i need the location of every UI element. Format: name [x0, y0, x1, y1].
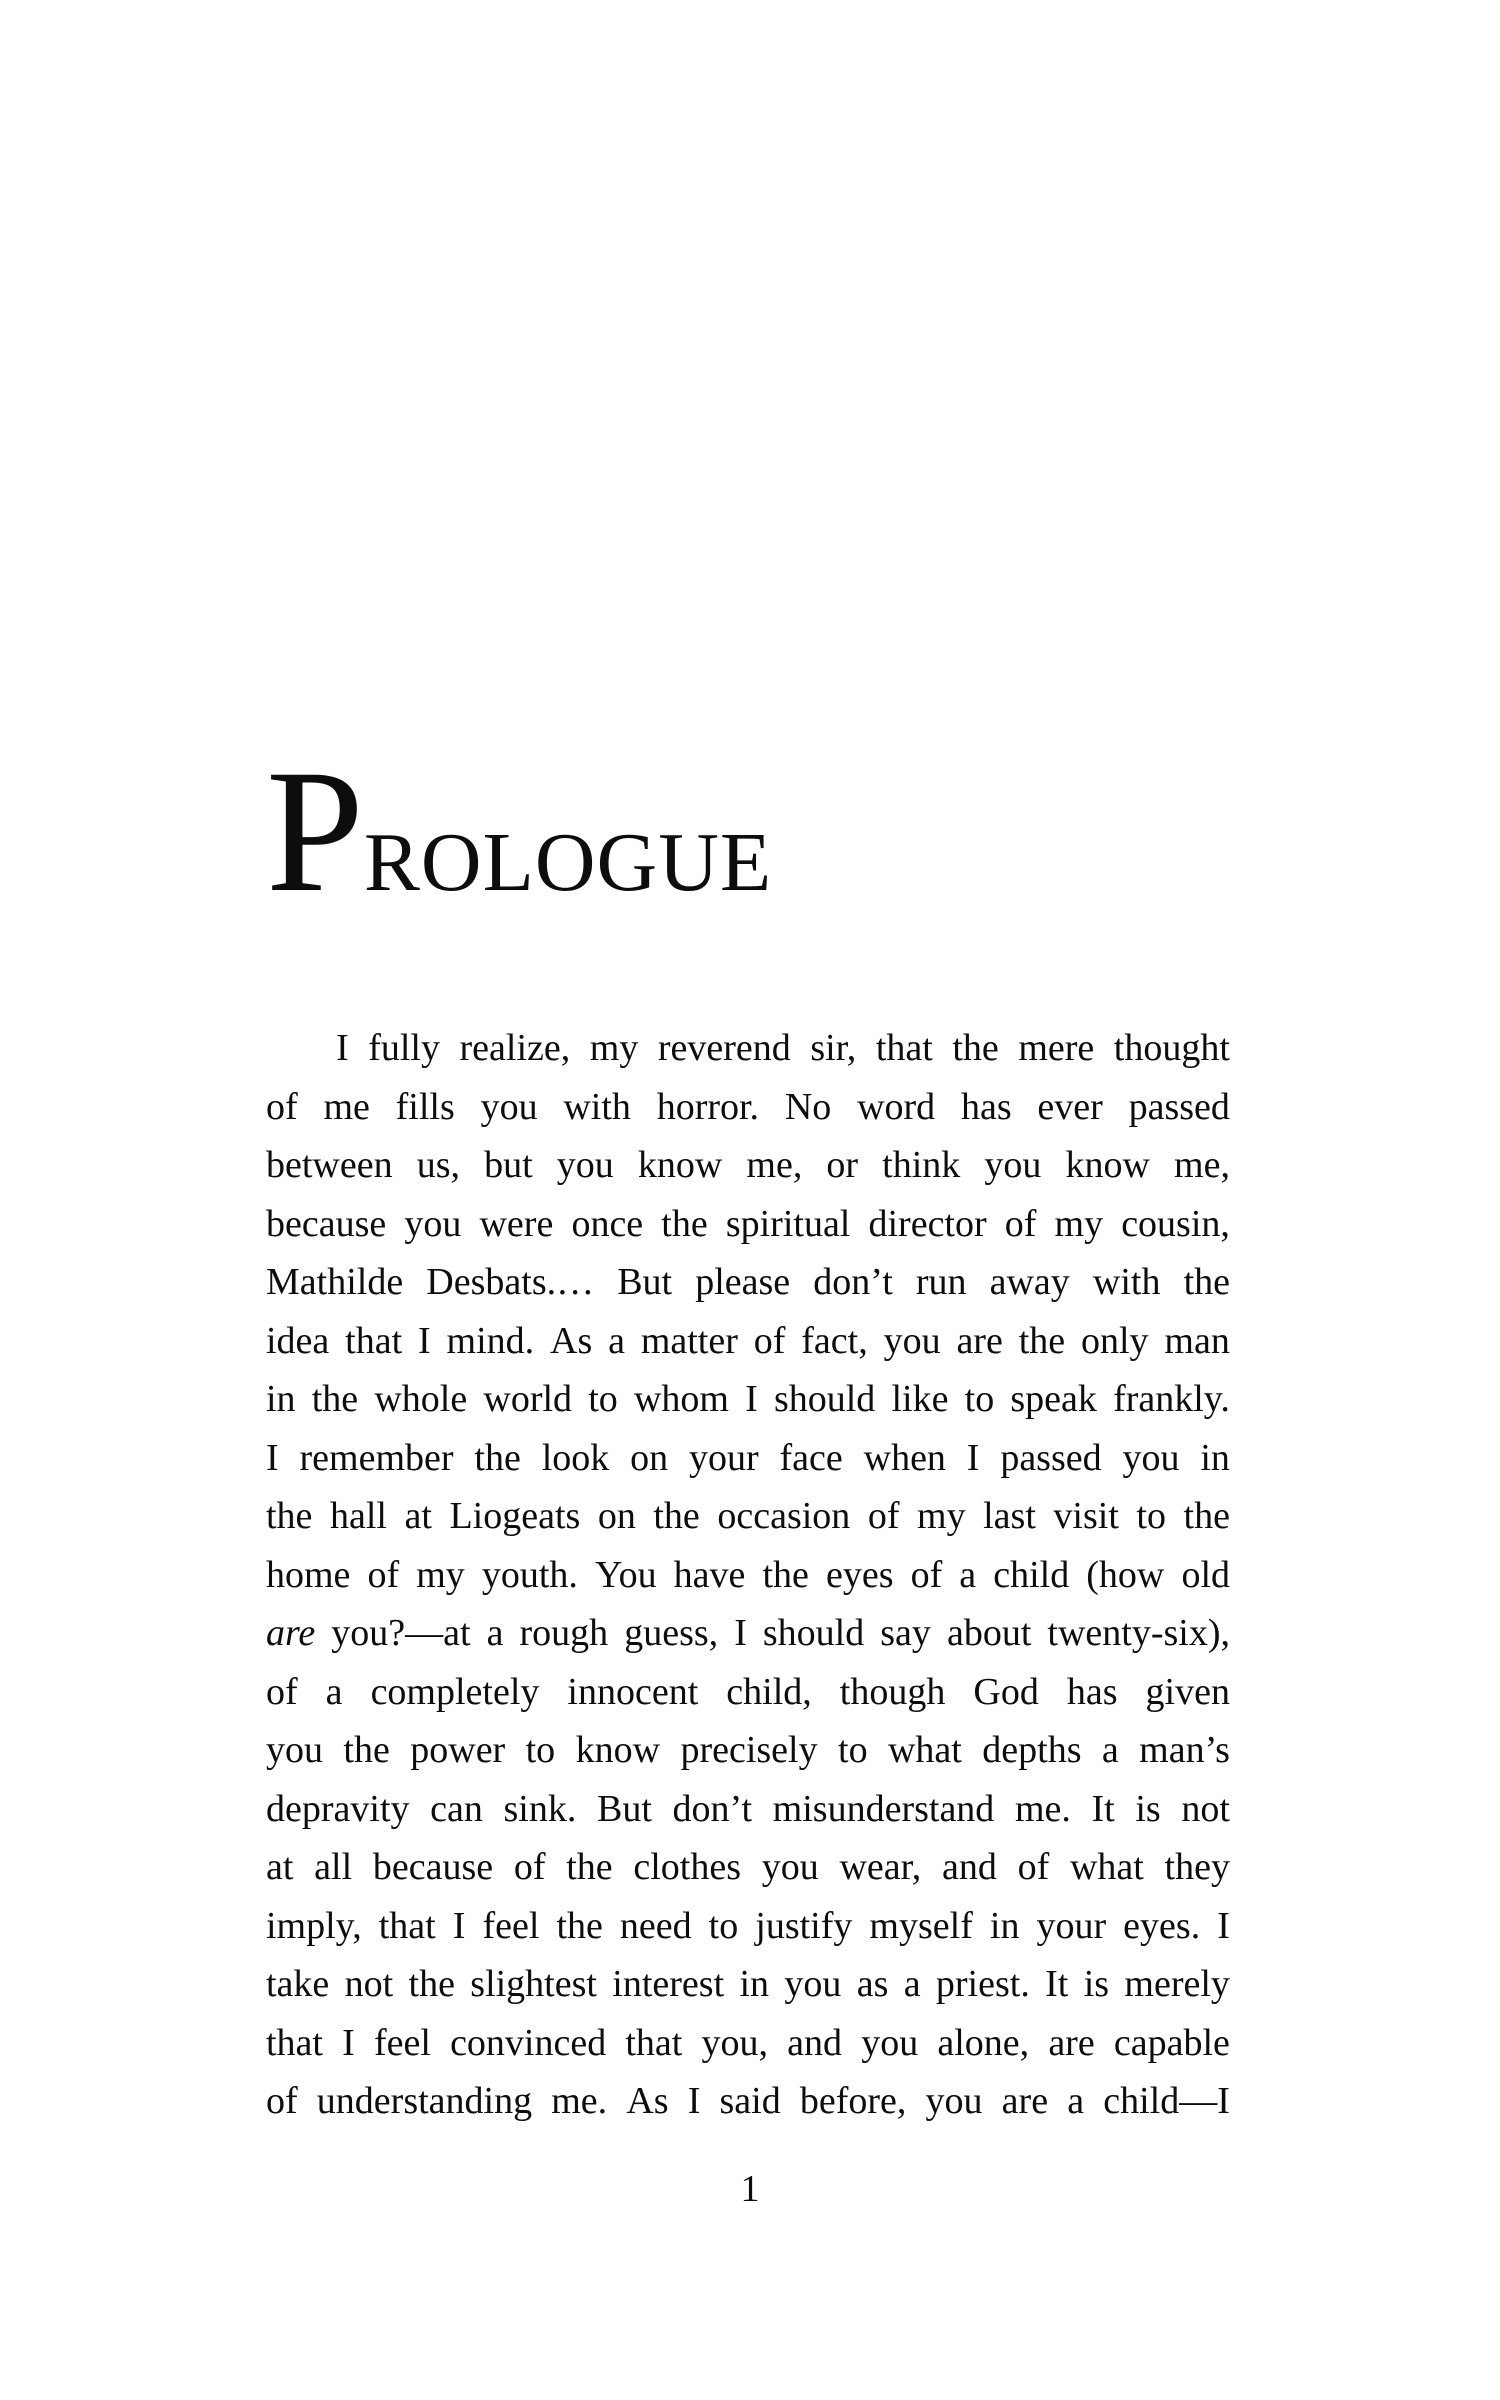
word: cousin,	[1121, 1202, 1230, 1245]
word: my	[917, 1495, 966, 1538]
word: remember	[299, 1436, 454, 1479]
word: are	[1001, 2080, 1049, 2123]
word: know	[1065, 1144, 1150, 1187]
word: say	[880, 1612, 931, 1655]
word: feel	[373, 2021, 431, 2064]
word: whom	[633, 1378, 729, 1421]
word: that	[625, 2021, 683, 2064]
word: (how	[1086, 1553, 1165, 1596]
text-line	[266, 2014, 1230, 2073]
text-line	[266, 1370, 1230, 1429]
word: a	[1067, 2080, 1085, 2123]
word: eyes.	[1123, 1904, 1201, 1947]
word: man’s	[1139, 1729, 1230, 1772]
word: misunderstand	[772, 1787, 995, 1830]
word: home	[266, 1553, 351, 1596]
word: of	[513, 1846, 546, 1889]
word: face	[779, 1436, 843, 1479]
word: child	[993, 1553, 1070, 1596]
word: my	[589, 1027, 639, 1070]
word: you,	[701, 2021, 769, 2064]
word: your	[688, 1436, 759, 1479]
word: only	[1080, 1319, 1149, 1362]
word: away	[989, 1261, 1070, 1304]
word: you?—at	[331, 1612, 471, 1655]
word: because	[266, 1202, 387, 1245]
word: of	[266, 1085, 298, 1128]
word: youth.	[481, 1553, 578, 1596]
word: to	[964, 1378, 995, 1421]
text-line	[266, 1663, 1230, 1722]
word: have	[673, 1553, 746, 1596]
word: like	[891, 1378, 949, 1421]
word: in	[989, 1904, 1020, 1947]
word: are	[266, 1612, 316, 1655]
word: I	[418, 1319, 431, 1362]
word: at	[266, 1846, 294, 1889]
word: are	[956, 1319, 1003, 1362]
word: know	[637, 1144, 723, 1187]
word: No	[784, 1085, 832, 1128]
word: me.	[1014, 1787, 1071, 1830]
word: word	[857, 1085, 936, 1128]
word: but	[484, 1144, 533, 1187]
word: a	[1101, 1729, 1119, 1772]
word: though	[839, 1670, 946, 1713]
word: not	[344, 1963, 394, 2006]
word: don’t	[672, 1787, 753, 1830]
word: the	[311, 1378, 359, 1421]
word: the	[1183, 1261, 1230, 1304]
word: you	[480, 1085, 538, 1128]
word: As	[626, 2080, 669, 2123]
word: and	[941, 1846, 997, 1889]
word: director	[868, 1202, 987, 1245]
word: and	[787, 2021, 843, 2064]
word: that	[266, 2021, 323, 2064]
word: frankly.	[1113, 1378, 1230, 1421]
text-line	[266, 1312, 1230, 1371]
word: a	[486, 1612, 504, 1655]
word: us,	[416, 1144, 460, 1187]
text-line	[266, 1487, 1230, 1546]
text-line	[266, 1780, 1230, 1839]
word: But	[596, 1787, 652, 1830]
word: a	[325, 1670, 343, 1713]
word: you	[925, 2080, 983, 2123]
word: It	[1091, 1787, 1115, 1830]
word: in	[1200, 1436, 1230, 1479]
chapter-heading-initial: P	[266, 734, 364, 929]
word: what	[887, 1729, 962, 1772]
text-line	[266, 1897, 1230, 1956]
word: clothes	[633, 1846, 742, 1889]
word: they	[1164, 1846, 1230, 1889]
word: once	[571, 1202, 644, 1245]
word: you	[784, 1963, 842, 2006]
word: You	[594, 1553, 657, 1596]
word: know	[575, 1729, 661, 1772]
word: at	[404, 1495, 432, 1538]
word: think	[882, 1144, 961, 1187]
word: visit	[1053, 1495, 1119, 1538]
word: on	[630, 1436, 669, 1479]
word: is	[1135, 1787, 1161, 1830]
word: you	[761, 1846, 819, 1889]
word: should	[773, 1378, 876, 1421]
word: merely	[1124, 1963, 1230, 2006]
word: between	[266, 1144, 393, 1187]
word: to	[525, 1729, 556, 1772]
word: reverend	[657, 1027, 791, 1070]
word: can	[430, 1787, 483, 1830]
word: alone,	[937, 2021, 1030, 2064]
word: that	[345, 1319, 403, 1362]
word: or	[826, 1144, 859, 1187]
word: the	[762, 1553, 809, 1596]
word: look	[541, 1436, 610, 1479]
word: Liogeats	[449, 1495, 581, 1538]
word: should	[762, 1612, 865, 1655]
word: completely	[370, 1670, 540, 1713]
word: your	[1036, 1904, 1107, 1947]
word: understanding	[316, 2080, 533, 2123]
word: you	[556, 1144, 614, 1187]
word: has	[960, 1085, 1012, 1128]
word: God	[973, 1670, 1039, 1713]
word: I	[966, 1436, 980, 1479]
word: of	[266, 2080, 298, 2123]
word: with	[563, 1085, 631, 1128]
text-line	[266, 1955, 1230, 2014]
word: whole	[374, 1378, 468, 1421]
word: the	[1018, 1319, 1066, 1362]
word: last	[983, 1495, 1036, 1538]
word: the	[408, 1963, 455, 2006]
text-line	[266, 1253, 1230, 1312]
text-line	[266, 1546, 1230, 1605]
word: a	[959, 1553, 977, 1596]
word: of	[753, 1319, 786, 1362]
word: child,	[726, 1670, 812, 1713]
word: child—I	[1103, 2080, 1230, 2123]
word: occasion	[717, 1495, 851, 1538]
word: eyes	[825, 1553, 894, 1596]
word: realize,	[459, 1027, 571, 1070]
word: I	[342, 2021, 355, 2064]
word: with	[1092, 1261, 1161, 1304]
word: horror.	[656, 1085, 760, 1128]
word: the	[661, 1202, 708, 1245]
text-line	[266, 1078, 1230, 1137]
word: of	[910, 1553, 943, 1596]
word: in	[739, 1963, 770, 2006]
word: because	[372, 1846, 494, 1889]
text-line	[266, 1019, 1230, 1078]
word: the	[266, 1495, 313, 1538]
word: fully	[368, 1027, 440, 1070]
word: all	[314, 1846, 353, 1889]
word: innocent	[567, 1670, 699, 1713]
word: me,	[1174, 1144, 1230, 1187]
word: Desbats.…	[426, 1261, 595, 1304]
word: has	[1066, 1670, 1118, 1713]
chapter-heading	[266, 734, 773, 929]
word: fact,	[801, 1319, 868, 1362]
word: about	[946, 1612, 1032, 1655]
word: run	[915, 1261, 967, 1304]
word: the	[653, 1495, 700, 1538]
word: me,	[746, 1144, 803, 1187]
word: of	[266, 1670, 298, 1713]
prologue-paragraph	[266, 1019, 1230, 2131]
word: matter	[640, 1319, 738, 1362]
word: the	[343, 1729, 390, 1772]
word: I	[336, 1027, 349, 1070]
page-number: 1	[740, 2168, 760, 2210]
word: imply,	[266, 1904, 362, 1947]
word: need	[619, 1904, 692, 1947]
word: my	[1054, 1202, 1104, 1245]
word: of	[367, 1553, 400, 1596]
word: slightest	[470, 1963, 597, 2006]
word: feel	[482, 1904, 540, 1947]
word: world	[483, 1378, 573, 1421]
word: the	[566, 1846, 613, 1889]
word: to	[588, 1378, 618, 1421]
word: before,	[799, 2080, 907, 2123]
word: given	[1145, 1670, 1230, 1713]
word: precisely	[680, 1729, 818, 1772]
word: a	[903, 1963, 921, 2006]
text-line	[266, 1429, 1230, 1488]
word: sink.	[503, 1787, 577, 1830]
word: to	[838, 1729, 868, 1772]
word: myself	[869, 1904, 973, 1947]
word: depths	[982, 1729, 1082, 1772]
word: wear,	[839, 1846, 922, 1889]
word: I	[266, 1436, 279, 1479]
word: the	[952, 1027, 999, 1070]
word: a	[608, 1319, 625, 1362]
word: twenty-six),	[1047, 1612, 1230, 1655]
word: me	[323, 1085, 370, 1128]
word: on	[597, 1495, 636, 1538]
word: of	[867, 1495, 900, 1538]
word: you	[883, 1319, 941, 1362]
text-line	[266, 1604, 1230, 1663]
word: the	[556, 1904, 603, 1947]
word: old	[1181, 1553, 1230, 1596]
word: I	[734, 1612, 747, 1655]
word: are	[1048, 2021, 1095, 2064]
word: guess,	[624, 1612, 719, 1655]
word: Mathilde	[266, 1261, 404, 1304]
word: thought	[1113, 1027, 1230, 1070]
word: to	[708, 1904, 739, 1947]
word: you	[861, 2021, 919, 2064]
word: the	[474, 1436, 521, 1479]
word: passed	[1000, 1436, 1102, 1479]
word: take	[266, 1963, 330, 2006]
word: justify	[755, 1904, 853, 1947]
word: said	[719, 2080, 781, 2123]
text-line	[266, 1136, 1230, 1195]
word: of	[1017, 1846, 1050, 1889]
word: ever	[1037, 1085, 1103, 1128]
word: you	[984, 1144, 1042, 1187]
word: I	[452, 1904, 466, 1947]
word: in	[266, 1378, 296, 1421]
word: of	[1004, 1202, 1037, 1245]
word: fills	[395, 1085, 455, 1128]
word: priest.	[935, 1963, 1030, 2006]
word: speak	[1010, 1378, 1097, 1421]
word: as	[856, 1963, 889, 2006]
word: not	[1181, 1787, 1230, 1830]
word: man	[1164, 1319, 1230, 1362]
word: interest	[612, 1963, 725, 2006]
word: sir,	[810, 1027, 857, 1070]
text-line	[266, 1721, 1230, 1780]
word: that	[875, 1027, 933, 1070]
word: spiritual	[725, 1202, 851, 1245]
word: mind.	[446, 1319, 535, 1362]
word: power	[410, 1729, 506, 1772]
word: capable	[1113, 2021, 1230, 2064]
word: It	[1045, 1963, 1069, 2006]
word: convinced	[450, 2021, 607, 2064]
word: rough	[519, 1612, 609, 1655]
word: you	[404, 1202, 462, 1245]
word: hall	[329, 1495, 387, 1538]
word: I	[745, 1378, 758, 1421]
word: I	[687, 2080, 701, 2123]
word: my	[416, 1553, 465, 1596]
word: were	[479, 1202, 554, 1245]
word: me.	[551, 2080, 608, 2123]
word: idea	[266, 1319, 330, 1362]
word: But	[617, 1261, 673, 1304]
word: is	[1083, 1963, 1110, 2006]
text-line	[266, 1195, 1230, 1254]
text-line	[266, 2072, 1230, 2131]
word: mere	[1018, 1027, 1095, 1070]
word: to	[1136, 1495, 1166, 1538]
word: passed	[1128, 1085, 1230, 1128]
chapter-heading-rest: ROLOGUE	[363, 816, 773, 909]
word: what	[1069, 1846, 1144, 1889]
word: depravity	[266, 1787, 410, 1830]
word: don’t	[813, 1261, 893, 1304]
word: the	[1183, 1495, 1230, 1538]
word: I	[1217, 1904, 1230, 1947]
text-line	[266, 1838, 1230, 1897]
word: when	[863, 1436, 946, 1479]
word: please	[695, 1261, 791, 1304]
word: you	[266, 1729, 323, 1772]
word: you	[1122, 1436, 1180, 1479]
word: that	[378, 1904, 436, 1947]
word: As	[550, 1319, 593, 1362]
